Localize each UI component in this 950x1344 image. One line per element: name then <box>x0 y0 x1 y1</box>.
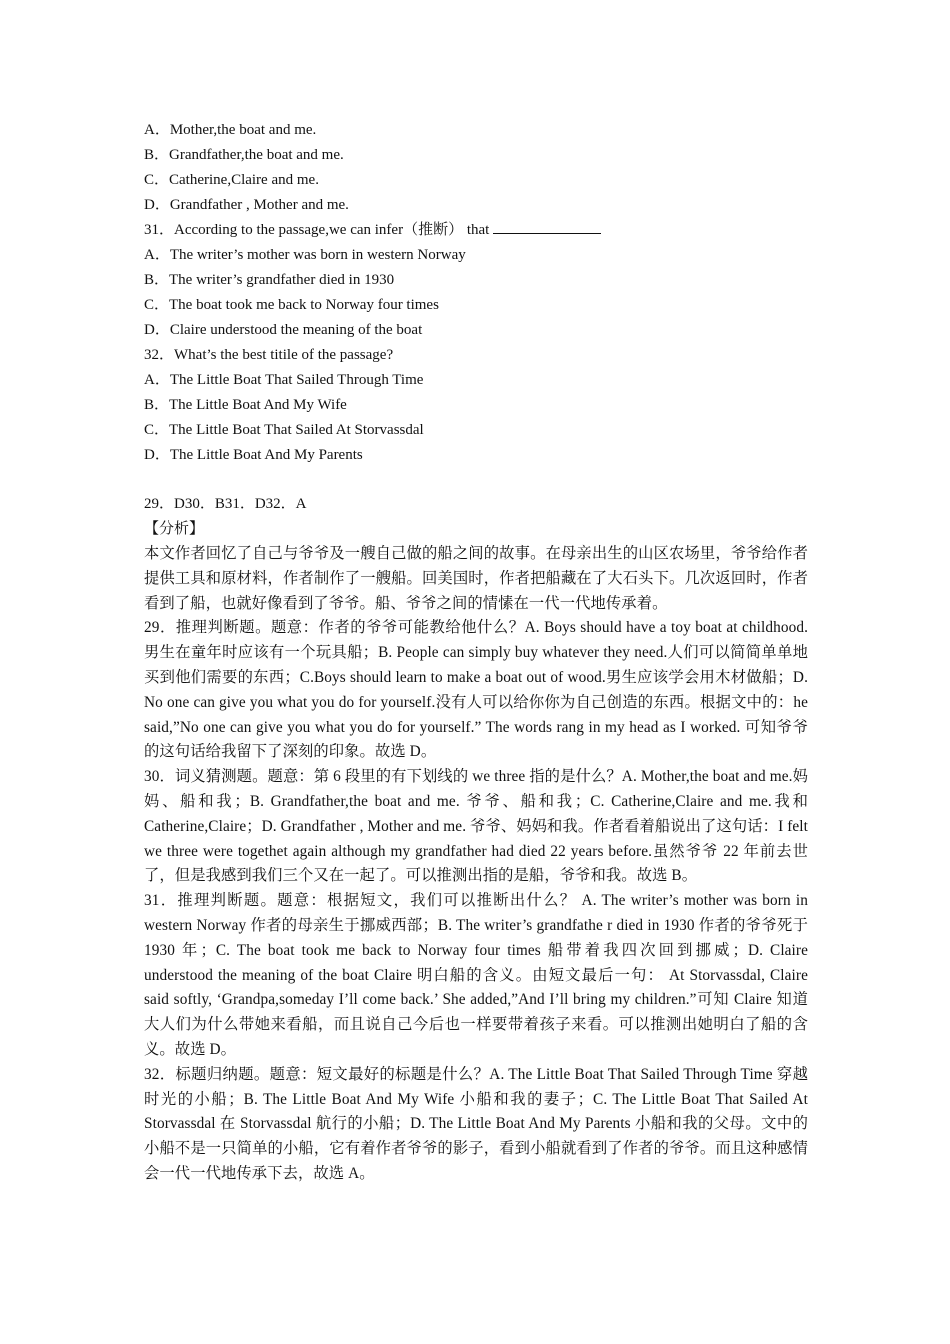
q32-option-c: C．The Little Boat That Sailed At Storvassdal <box>144 422 424 438</box>
q32-option-a: A．The Little Boat That Sailed Through Time <box>144 372 424 388</box>
q31-option-c: C．The boat took me back to Norway four times <box>144 297 439 313</box>
answer-blank <box>493 219 601 234</box>
q29-explanation: 29．推理判断题。题意：作者的爷爷可能教给他什么？A. Boys should have a toy boat at childhood.男生在童年时应该有一个玩具船；B. People can simply buy whatever they need.人们可以简简单单地买到他们需要的东西；C.Boys should learn to make a boat out of wood.男生应该学会用木材做船；D. No one can give you what you do for yourself.没有人可以给你你为自己创造的东西。根据文中的：he said,”No one can give you what you do for yourself.” The words rang in my head as I worked. 可知爷爷的这句话给我留下了深刻的印象。故选 D。 <box>144 619 808 761</box>
q32-option-d: D．The Little Boat And My Parents <box>144 447 363 463</box>
q32-explanation: 32．标题归纳题。题意：短文最好的标题是什么？A. The Little Boat That Sailed Through Time 穿越时光的小船；B. The Little Boat And My Wife 小船和我的妻子；C. The Little Boat That Sailed At Storvassdal 在 Storvassdal 航行的小船；D. The Little Boat And My Parents 小船和我的父母。文中的小船不是一只简单的小船，它有着作者爷爷的影子，看到小船就看到了作者的爷爷。而且这种感情会一代一代地传承下去，故选 A。 <box>144 1065 808 1182</box>
q32-stem: 32．What’s the best titile of the passage? <box>144 347 394 363</box>
q30-explanation: 30．词义猜测题。题意：第 6 段里的有下划线的 we three 指的是什么？A. Mother,the boat and me.妈妈、船和我；B. Grandfather,the boat and me. 爷爷、船和我；C. Catherine,Claire and me.我和 Catherine,Claire；D. Grandfather , Mother and me. 爷爷、妈妈和我。作者看着船说出了这句话：I felt we three were togethet again although my grandfather had died 22 years before.虽然爷爷 22 年前去世了，但是我感到我们三个又在一起了。可以推测出指的是船，爷爷和我。故选 B。 <box>144 768 808 885</box>
q30-option-c: C．Catherine,Claire and me. <box>144 172 319 188</box>
q31-option-a: A．The writer’s mother was born in western Norway <box>144 247 466 263</box>
q31-option-d: D．Claire understood the meaning of the boat <box>144 322 423 338</box>
q31-stem-line <box>144 218 808 243</box>
q32-option-b: B．The Little Boat And My Wife <box>144 397 347 413</box>
q31-stem: 31．According to the passage,we can infer（推断） that <box>144 222 490 238</box>
q30-option-b: B．Grandfather,the boat and me. <box>144 147 344 163</box>
q30-option-a: A．Mother,the boat and me. <box>144 122 317 138</box>
document-page <box>144 118 808 1187</box>
section-gap <box>144 468 808 492</box>
analysis-heading: 【分析】 <box>144 521 205 537</box>
q31-option-b: B．The writer’s grandfather died in 1930 <box>144 272 395 288</box>
answer-key: 29．D30．B31．D32．A <box>144 496 307 512</box>
q30-option-d: D．Grandfather , Mother and me. <box>144 197 349 213</box>
summary-paragraph: 本文作者回忆了自己与爷爷及一艘自己做的船之间的故事。在母亲出生的山区农场里，爷爷给作者提供工具和原材料，作者制作了一艘船。回美国时，作者把船藏在了大石头下。几次返回时，作者看到了船，也就好像看到了爷爷。船、爷爷之间的情愫在一代一代地传承着。 <box>144 545 808 612</box>
q31-explanation: 31．推理判断题。题意：根据短文，我们可以推断出什么？ A. The writer’s mother was born in western Norway 作者的母亲生于挪威西部；B. The writer’s grandfathe r died in 1930 作者的爷爷死于 1930 年；C. The boat took me back to Norway four times 船带着我四次回到挪威；D. Claire understood the meaning of the boat Claire 明白船的含义。由短文最后一句： At Storvassdal, Claire said softly, ‘Grandpa,someday I’ll come back.’ She added,”And I’ll bring my children.”可知 Claire 知道大人们为什么带她来看船，而且说自己今后也一样要带着孩子来看。可以推测出她明白了船的含义。故选 D。 <box>144 892 808 1058</box>
